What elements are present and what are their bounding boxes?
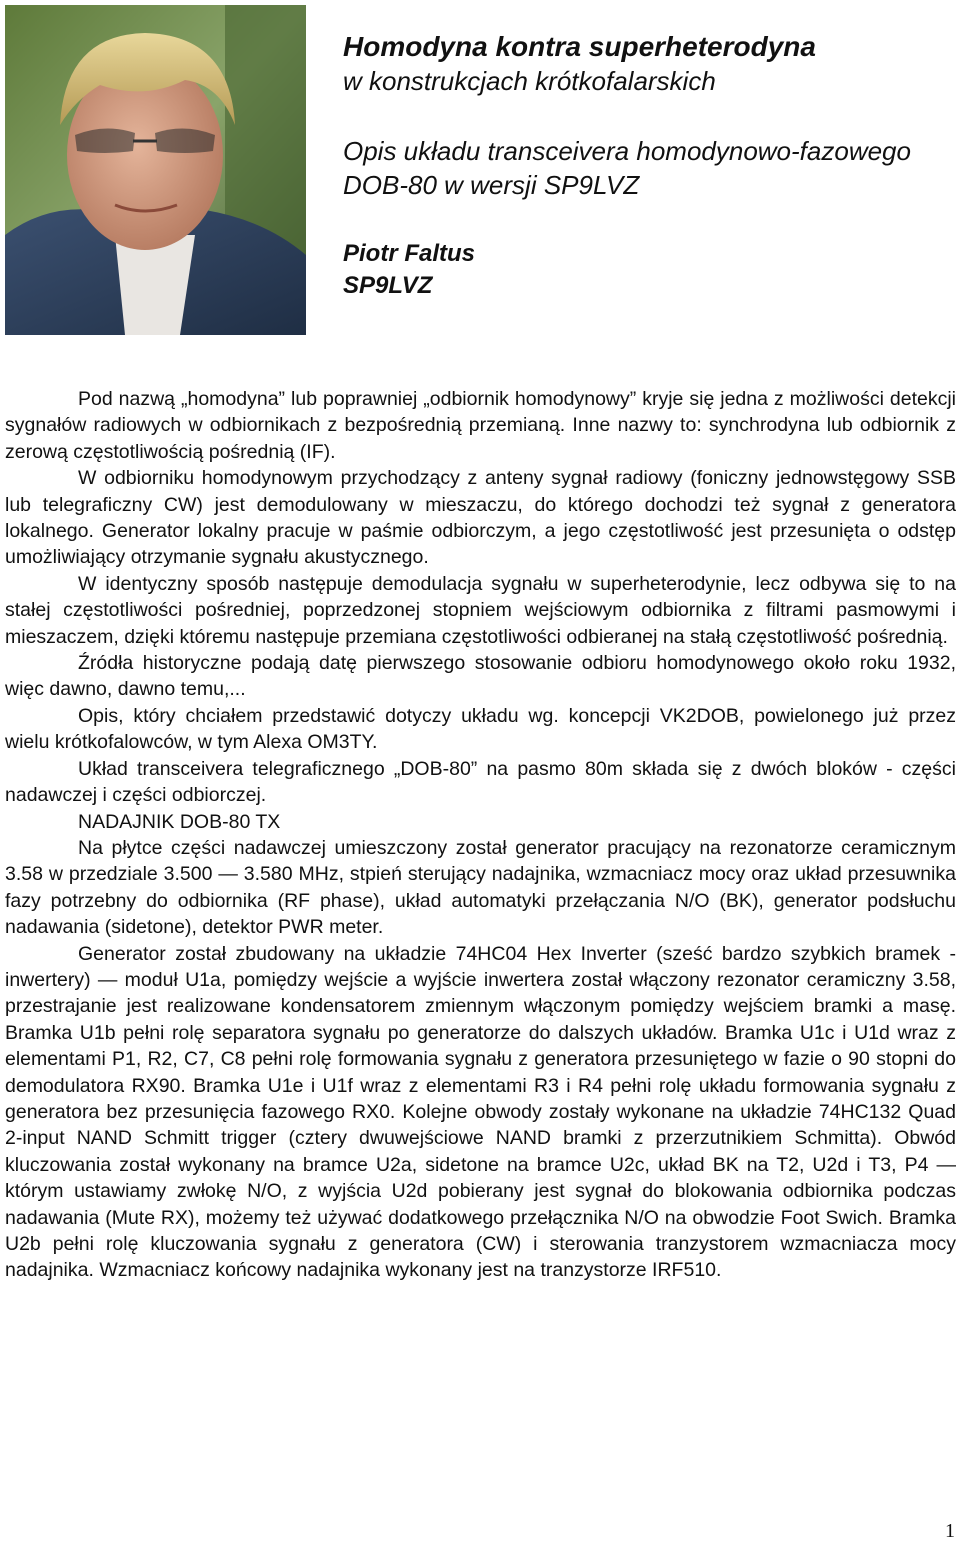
document-subtitle: w konstrukcjach krótkofalarskich [343,66,716,96]
author-callsign: SP9LVZ [343,272,433,299]
body-paragraph: W odbiorniku homodynowym przychodzący z anteny sygnał radiowy (foniczny jednowstęgowy SSB lub telegraficzny CW) jest demodulowany w mieszaczu, do którego dochodzi też sygnał z generatora lokalnego. Generator lokalny pracuje w paśmie odbiorczym, a jego częstotliwość jest przesunięta o odstęp umożliwiający otrzymanie sygnału akustycznego. [5,467,956,569]
author-block [343,238,943,302]
document-header [343,30,943,302]
section-heading: NADAJNIK DOB-80 TX [78,810,281,833]
author-name: Piotr Faltus [343,240,476,267]
body-paragraph: Źródła historyczne podają datę pierwszego stosowanie odbioru homodynowego około roku 1932, więc dawno, dawno temu,... [5,652,956,701]
body-paragraph: Układ transceivera telegraficznego „DOB-80” na pasmo 80m składa się z dwóch bloków - części nadawczej i części odbiorczej. [5,757,956,807]
author-portrait-icon [5,5,306,335]
body-paragraph: Pod nazwą „homodyna” lub poprawniej „odbiornik homodynowy” kryje się jedna z możliwości detekcji sygnałów radiowych w odbiornikach z bezpośrednią przemianą. Inne nazwy to: synchrodyna lub odbiornik z zerową częstotliwością pośrednią (IF). [5,388,956,463]
body-paragraph: Na płytce części nadawczej umieszczony został generator pracujący na rezonatorze ceramicznym 3.58 w przedziale 3.500 — 3.580 MHz, stpień sterujący nadajnika, wzmacniacz mocy oraz układ przesuwnika fazy potrzebny do odbiornika (RF phase), układ automatyki przełączania N/O (BK), generator podsłuchu nadawania (sidetone), detektor PWR meter. [5,836,956,939]
document-title: Homodyna kontra superheterodyna [343,31,816,62]
page-number: 1 [945,1520,955,1542]
body-paragraph: Opis, który chciałem przedstawić dotyczy układu wg. koncepcji VK2DOB, powielonego już przez wielu krótkofalowców, w tym Alexa OM3TY. [5,704,956,754]
document-description [343,134,943,202]
description-text: Opis układu transceivera homodynowo-fazowego DOB-80 w wersji SP9LVZ [343,136,911,200]
body-paragraph: W identyczny sposób następuje demodulacja sygnału w superheterodynie, lecz odbywa się to na stałej częstotliwości pośredniej, poprzedzonej stopniem wejściowym odbiornika z filtrami pasmowymi i mieszaczem, dzięki któremu następuje przemiana częstotliwości odbieranej na stałą częstotliwość pośrednią. [5,572,956,648]
body-paragraph: Generator został zbudowany na układzie 74HC04 Hex Inverter (sześć bardzo szybkich bramek - inwertery) — moduł U1a, pomiędzy wejście a wyjście inwertera został włączony rezonator ceramiczny 3.58, przestrajanie jest realizowane kondensatorem zmiennym włączonym pomiędzy wejściem bramki a masę. Bramka U1b pełni rolę separatora sygnału po generatorze do dalszych układów. Bramka U1c i U1d wraz z elementami P1, R2, C7, C8 pełni rolę formowania sygnału z generatora przesuniętego w fazie o 90 stopni do demodulatora RX90. Bramka U1e i U1f wraz z elementami R3 i R4 pełni rolę układu formowania sygnału z generatora bez przesunięcia fazowego RX0. Kolejne obwody zostały wykonane na układzie 74HC132 Quad 2-input NAND Schmitt trigger (cztery dwuwejściowe NAND bramki z przerzutnikiem Schmitta). Obwód kluczowania został wykonany na bramce U2a, sidetone na bramce U2c, układ BK na T2, U2d i T3, P4 — którym ustawiamy zwłokę N/O, z wyjścia U2d pobierany jest sygnał do blokowania odbiornika podczas nadawania (Mute RX), możemy też używać dodatkowego przełącznika N/O na obwodzie Foot Swich. Bramka U2b pełni rolę kluczowania sygnału z generatora (CW) i sterowania tranzystorem wzmacniacza mocy nadajnika. Wzmacniacz końcowy nadajnika wykonany jest na tranzystorze IRF510. [5,942,956,1282]
document-body [5,386,956,1284]
